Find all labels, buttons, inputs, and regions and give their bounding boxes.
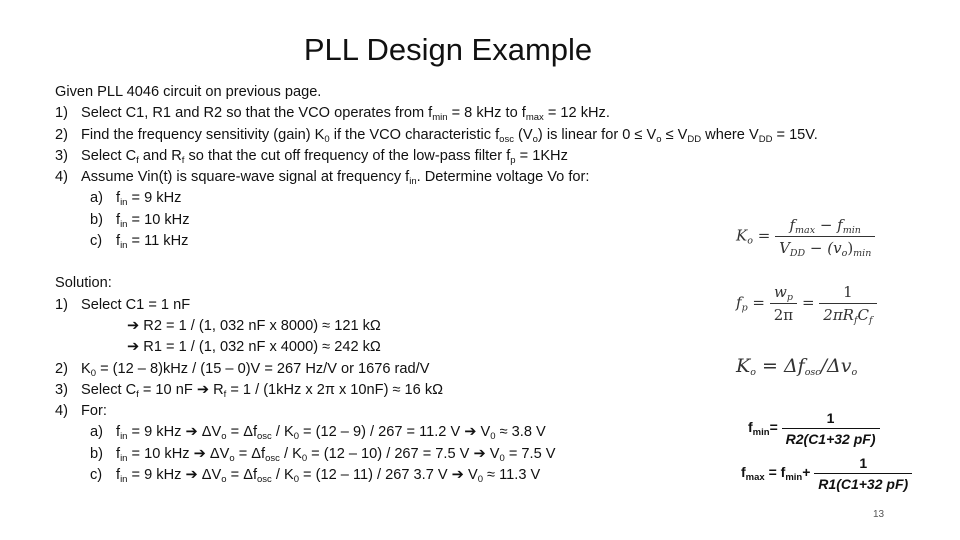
arrow-icon: ➔: [127, 317, 140, 334]
subitem-b: b) $f_{in} = 10$ kHz: [90, 211, 190, 230]
for-item-a: a) $f_{in} = 9$ kHz ➔ $\Delta V_o = \Delta f_{osc} / K_0 = (12 - 9) / 267 = 11.2$ V ➔ $V_0 \approx 3.8$ V: [90, 424, 546, 443]
ko-formula: $K_o$ = $\frac{f_{max} - f_{min}}{V_{DD} - (v_o)_{min}}$: [736, 216, 875, 257]
arrow-icon: ➔: [193, 445, 206, 462]
arrow-icon: ➔: [185, 467, 198, 484]
problem-item-1: 1) Select C1, R1 and R2 so that the VCO operates from $f_{min} = 8$ kHz to $f_{max} = 12$ kHz.: [55, 105, 610, 124]
item-number: 1): [55, 105, 68, 122]
solution-step-1: 1) Select C1 = 1 nF: [55, 296, 191, 313]
arrow-icon: ➔: [185, 424, 198, 441]
fp-formula: $f_p$ = $\frac{w_p}{2\pi}$ = $\frac{1}{2\pi R_fC_f}$: [736, 283, 877, 324]
problem-item-4: 4) Assume Vin(t) is square-wave signal at frequency $f_{in}$. Determine voltage Vo for:: [55, 169, 590, 188]
arrow-icon: ➔: [451, 467, 464, 484]
fmin-formula: $f_{min}=$ $\frac{1}{R2(C1+32 pF)}$: [748, 410, 880, 447]
problem-item-2: 2) Find the frequency sensitivity (gain) $K_0$ if the VCO characteristic $f_{osc}$ $(V_o)$ is linear for $0 \le V_o \le V_{DD}$ where $V_{DD} = 15V$.: [55, 126, 818, 145]
item-number: 4): [55, 169, 68, 186]
page-number: 13: [873, 509, 885, 520]
for-item-c: c) $f_{in} = 9$ kHz ➔ $\Delta V_o = \Delta f_{osc} / K_0 = (12 - 11) / 267$ 3.7 V ➔ $V_0 \approx 11.3$ V: [90, 467, 541, 486]
solution-r2: ➔ R2 = 1 / (1, 032 nF x 8000) ≈ 121 kΩ: [127, 317, 381, 334]
item-number: 2): [55, 126, 68, 143]
problem-item-3: 3) Select $C_f$ and $R_f$ so that the cut off frequency of the low-pass filter $f_p = 1KHz$: [55, 147, 568, 166]
arrow-icon: ➔: [127, 339, 140, 356]
solution-heading: Solution:: [55, 275, 112, 292]
slide-title: PLL Design Example: [303, 32, 593, 67]
item-number: 3): [55, 147, 68, 164]
arrow-icon: ➔: [473, 445, 486, 462]
arrow-icon: ➔: [196, 381, 210, 398]
solution-r1: ➔ R1 = 1 / (1, 032 nF x 4000) ≈ 242 kΩ: [127, 339, 381, 356]
ko-delta-formula: $K_o = \Delta f_{osc}/\Delta v_o$: [736, 355, 858, 378]
solution-step-3: 3) Select $C_f = 10$ nF ➔ $R_f = 1 / (1kHz$ x 2π x 10nF) ≈ 16 kΩ: [55, 381, 444, 400]
solution-step-4: 4) For:: [55, 403, 107, 420]
problem-intro: Given PLL 4046 circuit on previous page.: [55, 84, 322, 100]
solution-step-2: 2) $K_0 = (12 - 8)kHz / (15 - 0)V = 267$ Hz/V or 1676 rad/V: [55, 360, 430, 379]
subitem-c: c) $f_{in} = 11$ kHz: [90, 233, 189, 252]
arrow-icon: ➔: [464, 424, 477, 441]
subitem-a: a) $f_{in} = 9$ kHz: [90, 190, 182, 209]
for-item-b: b) $f_{in} = 10$ kHz ➔ $\Delta V_o = \Delta f_{osc} / K_0 = (12 - 10) / 267 = 7.5$ V ➔ $V_0 = 7.5$ V: [90, 445, 556, 464]
fmax-formula: $f_{max} = f_{min}+$ $\frac{1}{R1(C1+32 pF)}$: [741, 455, 912, 492]
